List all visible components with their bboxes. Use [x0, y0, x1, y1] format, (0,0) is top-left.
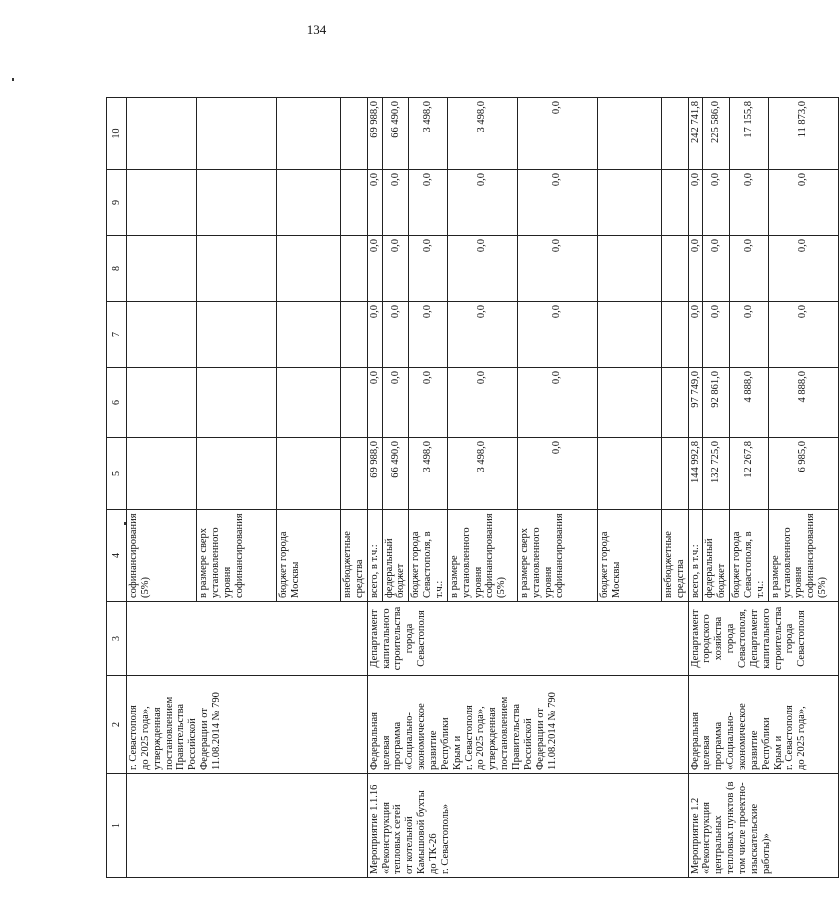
- value-cell: 0,0: [409, 368, 448, 438]
- value-cell: [127, 236, 197, 302]
- value-cell: 0,0: [730, 236, 769, 302]
- cell-line: в размере сверх: [198, 527, 209, 598]
- cell-line: бюджет города: [278, 531, 289, 598]
- cell-line: федеральный: [383, 538, 395, 598]
- value-cell: [661, 170, 688, 236]
- value-cell: [127, 98, 197, 170]
- cell-line: Мероприятие 1.2: [689, 797, 701, 874]
- column-number: 1: [107, 774, 127, 878]
- value-cell: 92 861,0: [703, 368, 730, 438]
- cell-line: Москвы: [289, 561, 301, 598]
- cell-line: города: [404, 623, 416, 654]
- cell-line: Федерации от: [199, 708, 211, 770]
- value-cell: 11 873,0: [768, 98, 838, 170]
- value-cell: 0,0: [382, 170, 409, 236]
- cell-line: (5%): [817, 577, 829, 598]
- value-cell: 0,0: [688, 302, 703, 368]
- value-cell: [277, 302, 341, 368]
- value-cell: 0,0: [703, 236, 730, 302]
- funding-source-cell: [703, 510, 730, 602]
- cell-line: Российской: [187, 718, 199, 770]
- cell-line: г. Севастополя: [784, 705, 796, 770]
- cell-line: том числе проектно-: [737, 782, 749, 874]
- cell-line: Крым и: [451, 735, 463, 770]
- funding-source-cell: [768, 510, 838, 602]
- program-cell: [367, 676, 688, 774]
- value-cell: 132 725,0: [703, 438, 730, 510]
- cell-line: Севастополя: [796, 610, 808, 667]
- cell-line: софинансирования: [805, 513, 817, 598]
- cell-line: Севастополя, в т.ч.:: [743, 531, 766, 598]
- cell-line: развитие: [748, 730, 760, 770]
- value-cell: [277, 98, 341, 170]
- cell-line: в размере: [448, 555, 460, 598]
- cell-line: Севастополя: [416, 610, 428, 667]
- value-cell: [127, 170, 197, 236]
- cell-line: городского: [701, 614, 713, 663]
- cell-line: внебюджетные: [662, 531, 674, 598]
- value-cell: [597, 236, 661, 302]
- column-number-row: [107, 98, 127, 878]
- cell-line: постановлением: [163, 696, 175, 770]
- cell-line: центральных: [713, 815, 725, 874]
- value-cell: [597, 438, 661, 510]
- cell-line: работы)»: [760, 833, 772, 874]
- cell-line: средства: [353, 559, 365, 598]
- cell-line: уровня: [793, 566, 805, 598]
- value-cell: 0,0: [367, 236, 382, 302]
- value-cell: [277, 368, 341, 438]
- cell-line: программа: [713, 721, 725, 770]
- value-cell: 0,0: [768, 170, 838, 236]
- value-cell: 69 988,0: [367, 98, 382, 170]
- cell-line: «Социально-: [404, 712, 416, 770]
- value-cell: 0,0: [703, 170, 730, 236]
- value-cell: 0,0: [730, 170, 769, 236]
- cell-line: «Социально-: [725, 712, 737, 770]
- value-cell: 0,0: [367, 170, 382, 236]
- scan-speck: [12, 78, 14, 81]
- value-cell: 0,0: [382, 236, 409, 302]
- cell-line: уровня: [221, 566, 233, 598]
- value-cell: 3 498,0: [447, 438, 517, 510]
- cell-line: Федеральная: [368, 712, 380, 770]
- value-cell: 0,0: [768, 302, 838, 368]
- table-row: [127, 98, 197, 878]
- cell-line: бюджет: [716, 563, 728, 598]
- value-cell: 97 749,0: [688, 368, 703, 438]
- column-number: 4: [107, 510, 127, 602]
- cell-line: утвержденная: [487, 707, 499, 770]
- value-cell: [597, 302, 661, 368]
- funding-source-cell: [341, 510, 368, 602]
- cell-line: 11.08.2014 № 790: [546, 692, 558, 770]
- value-cell: 0,0: [382, 302, 409, 368]
- value-cell: [661, 438, 688, 510]
- value-cell: 0,0: [409, 236, 448, 302]
- value-cell: 0,0: [688, 170, 703, 236]
- cell-line: от котельной: [404, 816, 416, 874]
- cell-line: до ТК-26: [428, 833, 440, 874]
- value-cell: 0,0: [517, 302, 597, 368]
- program-cell: [688, 676, 838, 774]
- value-cell: 144 992,8: [688, 438, 703, 510]
- cell-line: бюджет города: [410, 531, 422, 598]
- value-cell: [661, 98, 688, 170]
- cell-line: «Реконструкция: [701, 802, 713, 874]
- cell-line: в размере сверх: [518, 527, 530, 598]
- column-number: 9: [107, 170, 127, 236]
- value-cell: [341, 98, 368, 170]
- funding-source-cell: [367, 510, 382, 602]
- cell-line: развитие: [428, 730, 440, 770]
- executor-cell: [367, 602, 688, 676]
- cell-line: хозяйства: [713, 616, 725, 661]
- page-number: 134: [306, 22, 327, 37]
- cell-line: уровня: [472, 566, 484, 598]
- column-number: 7: [107, 302, 127, 368]
- rotated-table-container: [106, 98, 829, 878]
- cell-line: 11.08.2014 № 790: [211, 692, 223, 770]
- value-cell: [197, 368, 277, 438]
- cell-line: установленного: [530, 527, 542, 598]
- cell-line: экономическое: [737, 703, 749, 770]
- value-cell: [341, 302, 368, 368]
- cell-line: строительства: [772, 606, 784, 671]
- value-cell: [661, 236, 688, 302]
- cell-line: Камышовой бухты: [416, 790, 428, 874]
- cell-line: всего, в т.ч.:: [368, 544, 380, 598]
- value-cell: [277, 438, 341, 510]
- cell-line: (5%): [496, 577, 508, 598]
- cell-line: Республики: [439, 717, 451, 770]
- funding-source-cell: [447, 510, 517, 602]
- value-cell: 4 888,0: [730, 368, 769, 438]
- cell-line: «Реконструкция: [380, 802, 392, 874]
- cell-line: целевая: [701, 735, 713, 770]
- cell-line: Мероприятие 1.1.16: [368, 784, 380, 874]
- cell-line: строительства: [392, 606, 404, 671]
- cell-line: всего, в т.ч.:: [689, 544, 701, 598]
- value-cell: 66 490,0: [382, 98, 409, 170]
- column-number: 3: [107, 602, 127, 676]
- cell-line: установленного: [209, 527, 221, 598]
- cell-line: капитального: [760, 608, 772, 669]
- value-cell: 0,0: [517, 236, 597, 302]
- funding-source-cell: [730, 510, 769, 602]
- cell-line: установленного: [781, 527, 793, 598]
- measure-name-cell: [367, 774, 688, 878]
- funding-source-cell: [661, 510, 688, 602]
- value-cell: 0,0: [409, 302, 448, 368]
- value-cell: 0,0: [768, 236, 838, 302]
- value-cell: [197, 98, 277, 170]
- value-cell: 0,0: [517, 438, 597, 510]
- cell-line: Москвы: [610, 561, 622, 598]
- value-cell: [197, 438, 277, 510]
- value-cell: 0,0: [447, 236, 517, 302]
- value-cell: 0,0: [517, 98, 597, 170]
- cell-line: изыскательские: [748, 803, 760, 874]
- cell-line: софинансирования: [128, 513, 139, 598]
- cell-line: до 2025 года»,: [139, 706, 151, 770]
- funding-table: [106, 97, 839, 878]
- cell-line: до 2025 года»,: [796, 706, 808, 770]
- cell-line: уровня: [542, 566, 554, 598]
- value-cell: [277, 236, 341, 302]
- cell-line: (5%): [139, 577, 151, 598]
- value-cell: [597, 98, 661, 170]
- value-cell: 17 155,8: [730, 98, 769, 170]
- value-cell: [127, 302, 197, 368]
- cell-line: тепловых сетей: [392, 804, 404, 874]
- cell-line: бюджет города: [598, 531, 610, 598]
- value-cell: 0,0: [447, 368, 517, 438]
- column-number: 6: [107, 368, 127, 438]
- value-cell: [341, 438, 368, 510]
- cell-line: программа: [392, 721, 404, 770]
- funding-source-cell: [277, 510, 341, 602]
- value-cell: [197, 236, 277, 302]
- value-cell: 3 498,0: [447, 98, 517, 170]
- value-cell: [341, 368, 368, 438]
- funding-source-cell: [382, 510, 409, 602]
- value-cell: 66 490,0: [382, 438, 409, 510]
- column-number: 10: [107, 98, 127, 170]
- cell-line: утвержденная: [151, 707, 163, 770]
- value-cell: [197, 170, 277, 236]
- cell-line: Республики: [760, 717, 772, 770]
- value-cell: 69 988,0: [367, 438, 382, 510]
- measure-name-cell: [127, 774, 368, 878]
- cell-line: тепловых пунктов (в: [725, 781, 737, 874]
- cell-line: средства: [674, 559, 686, 598]
- cell-line: целевая: [380, 735, 392, 770]
- cell-line: Правительства: [511, 703, 523, 770]
- value-cell: [127, 368, 197, 438]
- cell-line: софинансирования: [233, 513, 245, 598]
- cell-line: г. Севастополя: [128, 705, 139, 770]
- value-cell: [661, 368, 688, 438]
- value-cell: 0,0: [367, 368, 382, 438]
- funding-source-cell: [517, 510, 597, 602]
- cell-line: внебюджетные: [342, 531, 353, 598]
- cell-line: софинансирования: [554, 513, 566, 598]
- cell-line: Крым и: [772, 735, 784, 770]
- value-cell: [341, 170, 368, 236]
- value-cell: 0,0: [703, 302, 730, 368]
- cell-line: установленного: [460, 527, 472, 598]
- value-cell: [597, 170, 661, 236]
- value-cell: [341, 236, 368, 302]
- value-cell: [277, 170, 341, 236]
- funding-source-cell: [197, 510, 277, 602]
- cell-line: Севастополя, в т.ч.:: [422, 531, 446, 598]
- executor-cell: [127, 602, 368, 676]
- value-cell: [661, 302, 688, 368]
- cell-line: Федерации от: [534, 708, 546, 770]
- column-number: 5: [107, 438, 127, 510]
- executor-cell: [688, 602, 838, 676]
- value-cell: [197, 302, 277, 368]
- cell-line: бюджет города: [731, 531, 743, 598]
- cell-line: до 2025 года»,: [475, 706, 487, 770]
- cell-line: Севастополя,: [737, 608, 749, 669]
- value-cell: 0,0: [688, 236, 703, 302]
- value-cell: 0,0: [517, 368, 597, 438]
- cell-line: софинансирования: [484, 513, 496, 598]
- funding-source-cell: [688, 510, 703, 602]
- value-cell: 3 498,0: [409, 98, 448, 170]
- cell-line: Департамент: [368, 609, 380, 668]
- value-cell: 3 498,0: [409, 438, 448, 510]
- value-cell: 0,0: [367, 302, 382, 368]
- value-cell: 12 267,8: [730, 438, 769, 510]
- value-cell: 0,0: [382, 368, 409, 438]
- funding-source-cell: [597, 510, 661, 602]
- column-number: 8: [107, 236, 127, 302]
- cell-line: федеральный: [704, 538, 716, 598]
- value-cell: 0,0: [409, 170, 448, 236]
- cell-line: г. Севастополя: [463, 705, 475, 770]
- cell-line: Российской: [522, 718, 534, 770]
- cell-line: Федеральная: [689, 712, 701, 770]
- value-cell: 6 985,0: [768, 438, 838, 510]
- value-cell: 225 586,0: [703, 98, 730, 170]
- value-cell: 4 888,0: [768, 368, 838, 438]
- column-number: 2: [107, 676, 127, 774]
- value-cell: 242 741,8: [688, 98, 703, 170]
- cell-line: в размере: [769, 555, 781, 598]
- table-row: [688, 98, 703, 878]
- measure-name-cell: [688, 774, 838, 878]
- funding-source-cell: [127, 510, 197, 602]
- cell-line: города: [784, 623, 796, 654]
- cell-line: Департамент: [748, 609, 760, 668]
- cell-line: города: [725, 623, 737, 654]
- cell-line: Правительства: [175, 703, 187, 770]
- cell-line: Департамент: [689, 609, 701, 668]
- cell-line: капитального: [380, 608, 392, 669]
- cell-line: бюджет: [395, 563, 407, 598]
- cell-line: постановлением: [499, 696, 511, 770]
- table-body: [107, 98, 839, 878]
- funding-source-cell: [409, 510, 448, 602]
- value-cell: 0,0: [447, 170, 517, 236]
- value-cell: 0,0: [730, 302, 769, 368]
- value-cell: [127, 438, 197, 510]
- table-row: [367, 98, 382, 878]
- value-cell: 0,0: [517, 170, 597, 236]
- program-cell: [127, 676, 368, 774]
- cell-line: г. Севастополь»: [439, 803, 451, 874]
- value-cell: 0,0: [447, 302, 517, 368]
- cell-line: экономическое: [416, 703, 428, 770]
- value-cell: [597, 368, 661, 438]
